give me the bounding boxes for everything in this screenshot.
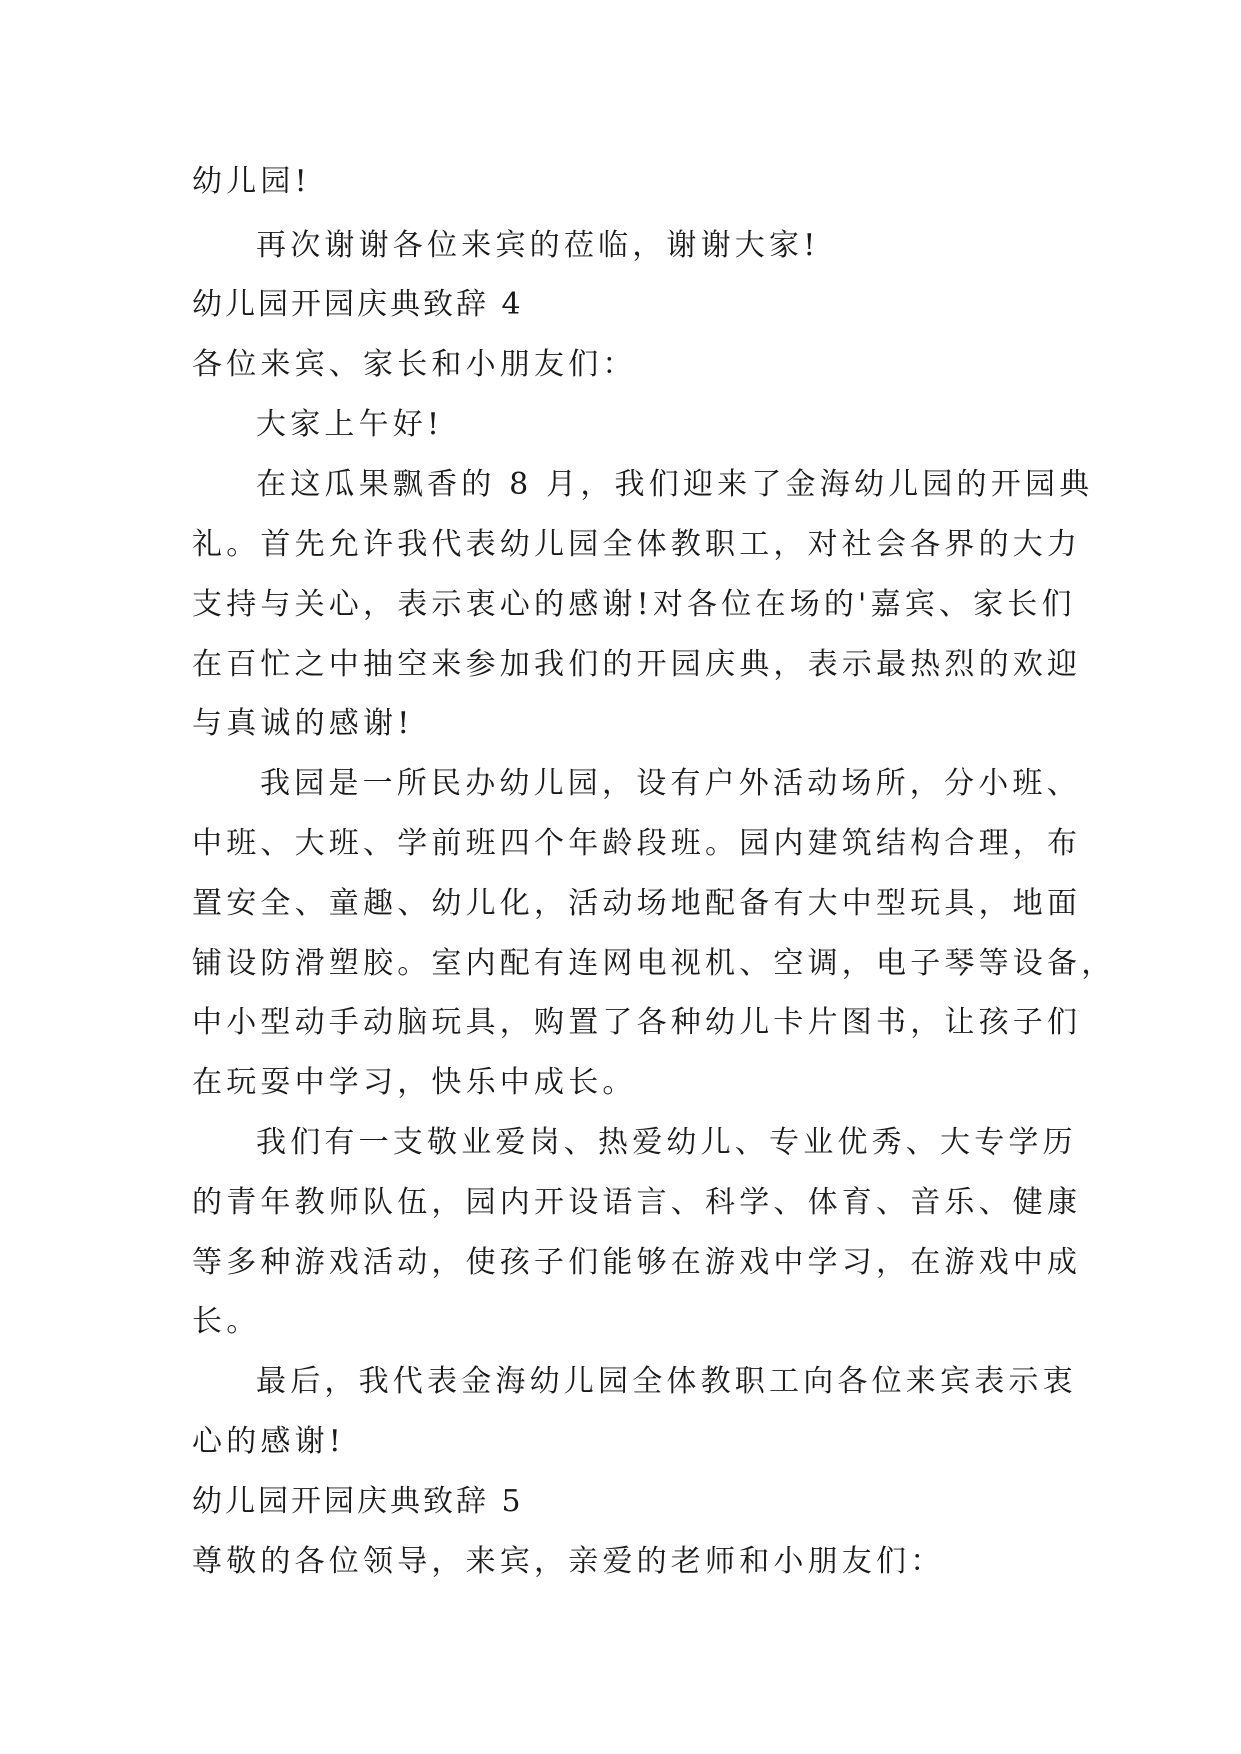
paragraph-line: 长。	[192, 1304, 261, 1339]
text-line: 幼儿园!	[192, 164, 311, 199]
paragraph-line: 最后，我代表金海幼儿园全体教职工向各位来宾表示衷	[256, 1364, 1077, 1399]
paragraph-line: 我们有一支敬业爱岗、热爱幼儿、专业优秀、大专学历	[256, 1125, 1077, 1160]
greeting: 大家上午好!	[256, 407, 444, 442]
paragraph-line: 与真诚的感谢!	[192, 706, 414, 741]
section-heading: 幼儿园开园庆典致辞 5	[192, 1484, 524, 1519]
paragraph-line: 中班、大班、学前班四个年龄段班。园内建筑结构合理，布	[192, 826, 1082, 861]
paragraph-line: 铺设防滑塑胶。室内配有连网电视机、空调，电子琴等设备，	[192, 946, 1116, 981]
paragraph-line: 的青年教师队伍，园内开设语言、科学、体育、音乐、健康	[192, 1185, 1082, 1220]
paragraph-line: 在百忙之中抽空来参加我们的开园庆典，表示最热烈的欢迎	[192, 647, 1082, 682]
text-line: 再次谢谢各位来宾的莅临，谢谢大家!	[256, 228, 820, 263]
paragraph-line: 在玩耍中学习，快乐中成长。	[192, 1065, 637, 1100]
salutation: 尊敬的各位领导，来宾，亲爱的老师和小朋友们：	[192, 1544, 945, 1579]
section-heading: 幼儿园开园庆典致辞 4	[192, 287, 524, 322]
paragraph-line: 中小型动手动脑玩具，购置了各种幼儿卡片图书，让孩子们	[192, 1005, 1082, 1040]
paragraph-line: 在这瓜果飘香的 8 月，我们迎来了金海幼儿园的开园典	[256, 467, 1094, 502]
paragraph-line: 支持与关心，表示衷心的感谢!对各位在场的'嘉宾、家长们	[192, 587, 1076, 622]
salutation: 各位来宾、家长和小朋友们：	[192, 347, 637, 382]
paragraph-line: 等多种游戏活动，使孩子们能够在游戏中学习，在游戏中成	[192, 1245, 1082, 1280]
paragraph-line: 置安全、童趣、幼儿化，活动场地配备有大中型玩具，地面	[192, 886, 1082, 921]
paragraph-line: 心的感谢!	[192, 1424, 346, 1459]
paragraph-line: 我园是一所民办幼儿园，设有户外活动场所，分小班、	[260, 766, 1081, 801]
paragraph-line: 礼。首先允许我代表幼儿园全体教职工，对社会各界的大力	[192, 527, 1082, 562]
